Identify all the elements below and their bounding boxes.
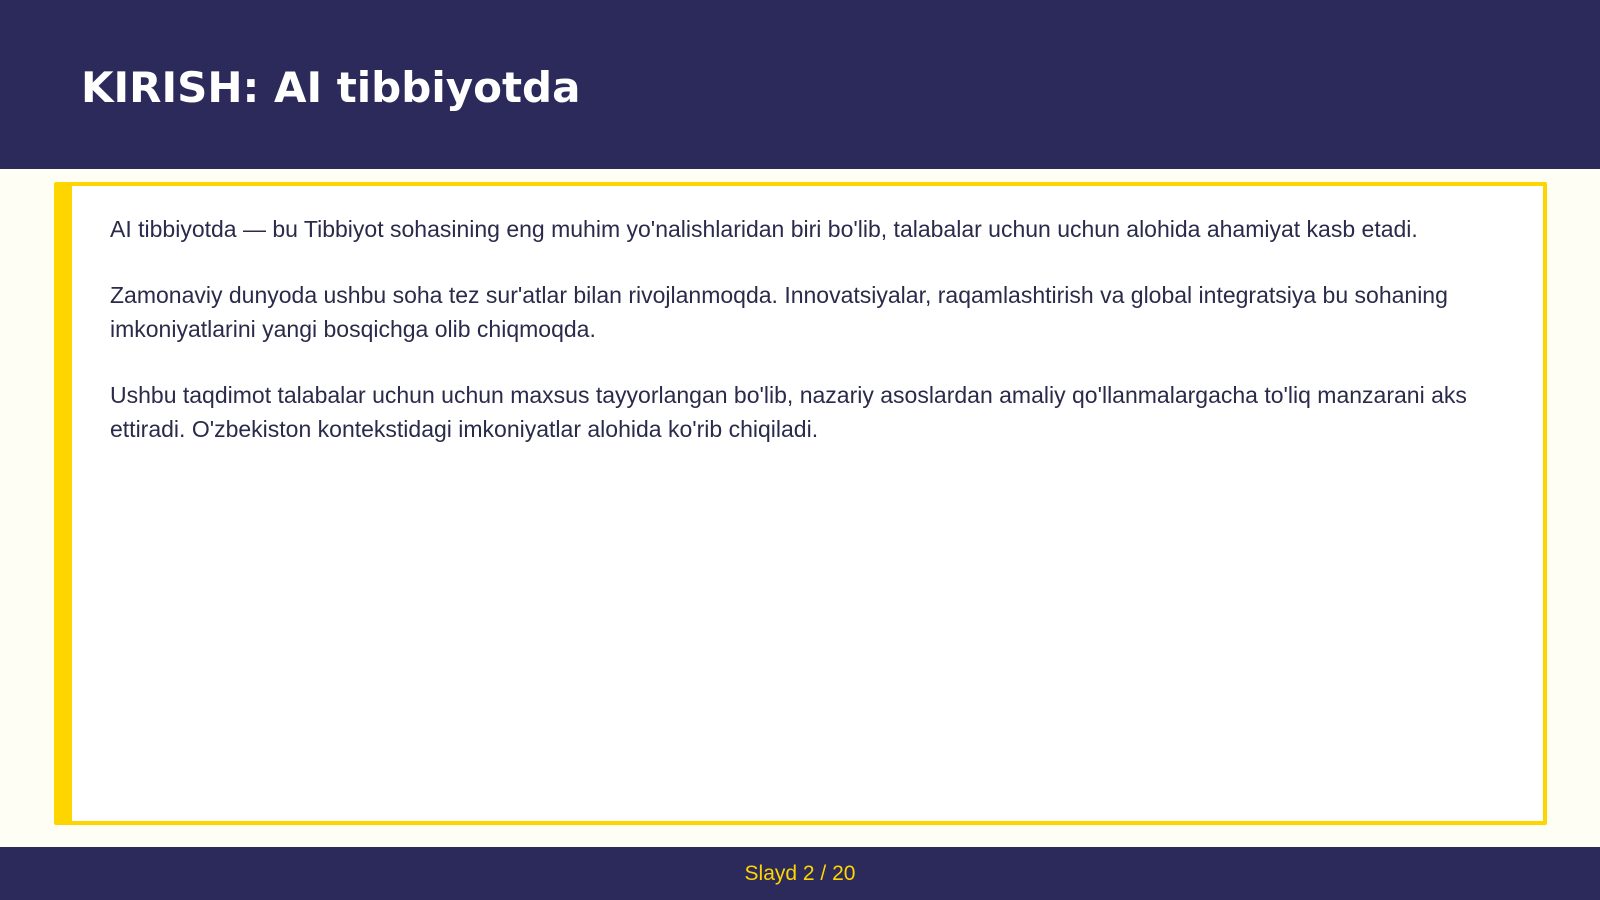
slide-footer xyxy=(0,847,1600,900)
slide-counter: Slayd 2 / 20 xyxy=(744,862,856,885)
content-card xyxy=(54,182,1547,825)
slide-header xyxy=(0,0,1600,169)
paragraph-modern-world: Zamonaviy dunyoda ushbu soha tez sur'atlar bilan rivojlanmoqda. Innovatsiyalar, raqamlashtirish va global integratsiya bu sohaning imkoniyatlarini yangi bosqichga olib chiqmoqda. xyxy=(110,282,1448,342)
content-body xyxy=(110,212,1520,478)
paragraph-intro: AI tibbiyotda — bu Tibbiyot sohasining eng muhim yo'nalishlaridan biri bo'lib, talabalar uchun uchun alohida ahamiyat kasb etadi. xyxy=(110,216,1418,242)
slide-title: KIRISH: AI tibbiyotda xyxy=(81,63,581,112)
paragraph-presentation-scope: Ushbu taqdimot talabalar uchun uchun maxsus tayyorlangan bo'lib, nazariy asoslardan amaliy qo'llanmalargacha to'liq manzarani aks ettiradi. O'zbekiston kontekstidagi imkoniyatlar alohida ko'rib chiqiladi. xyxy=(110,382,1467,442)
